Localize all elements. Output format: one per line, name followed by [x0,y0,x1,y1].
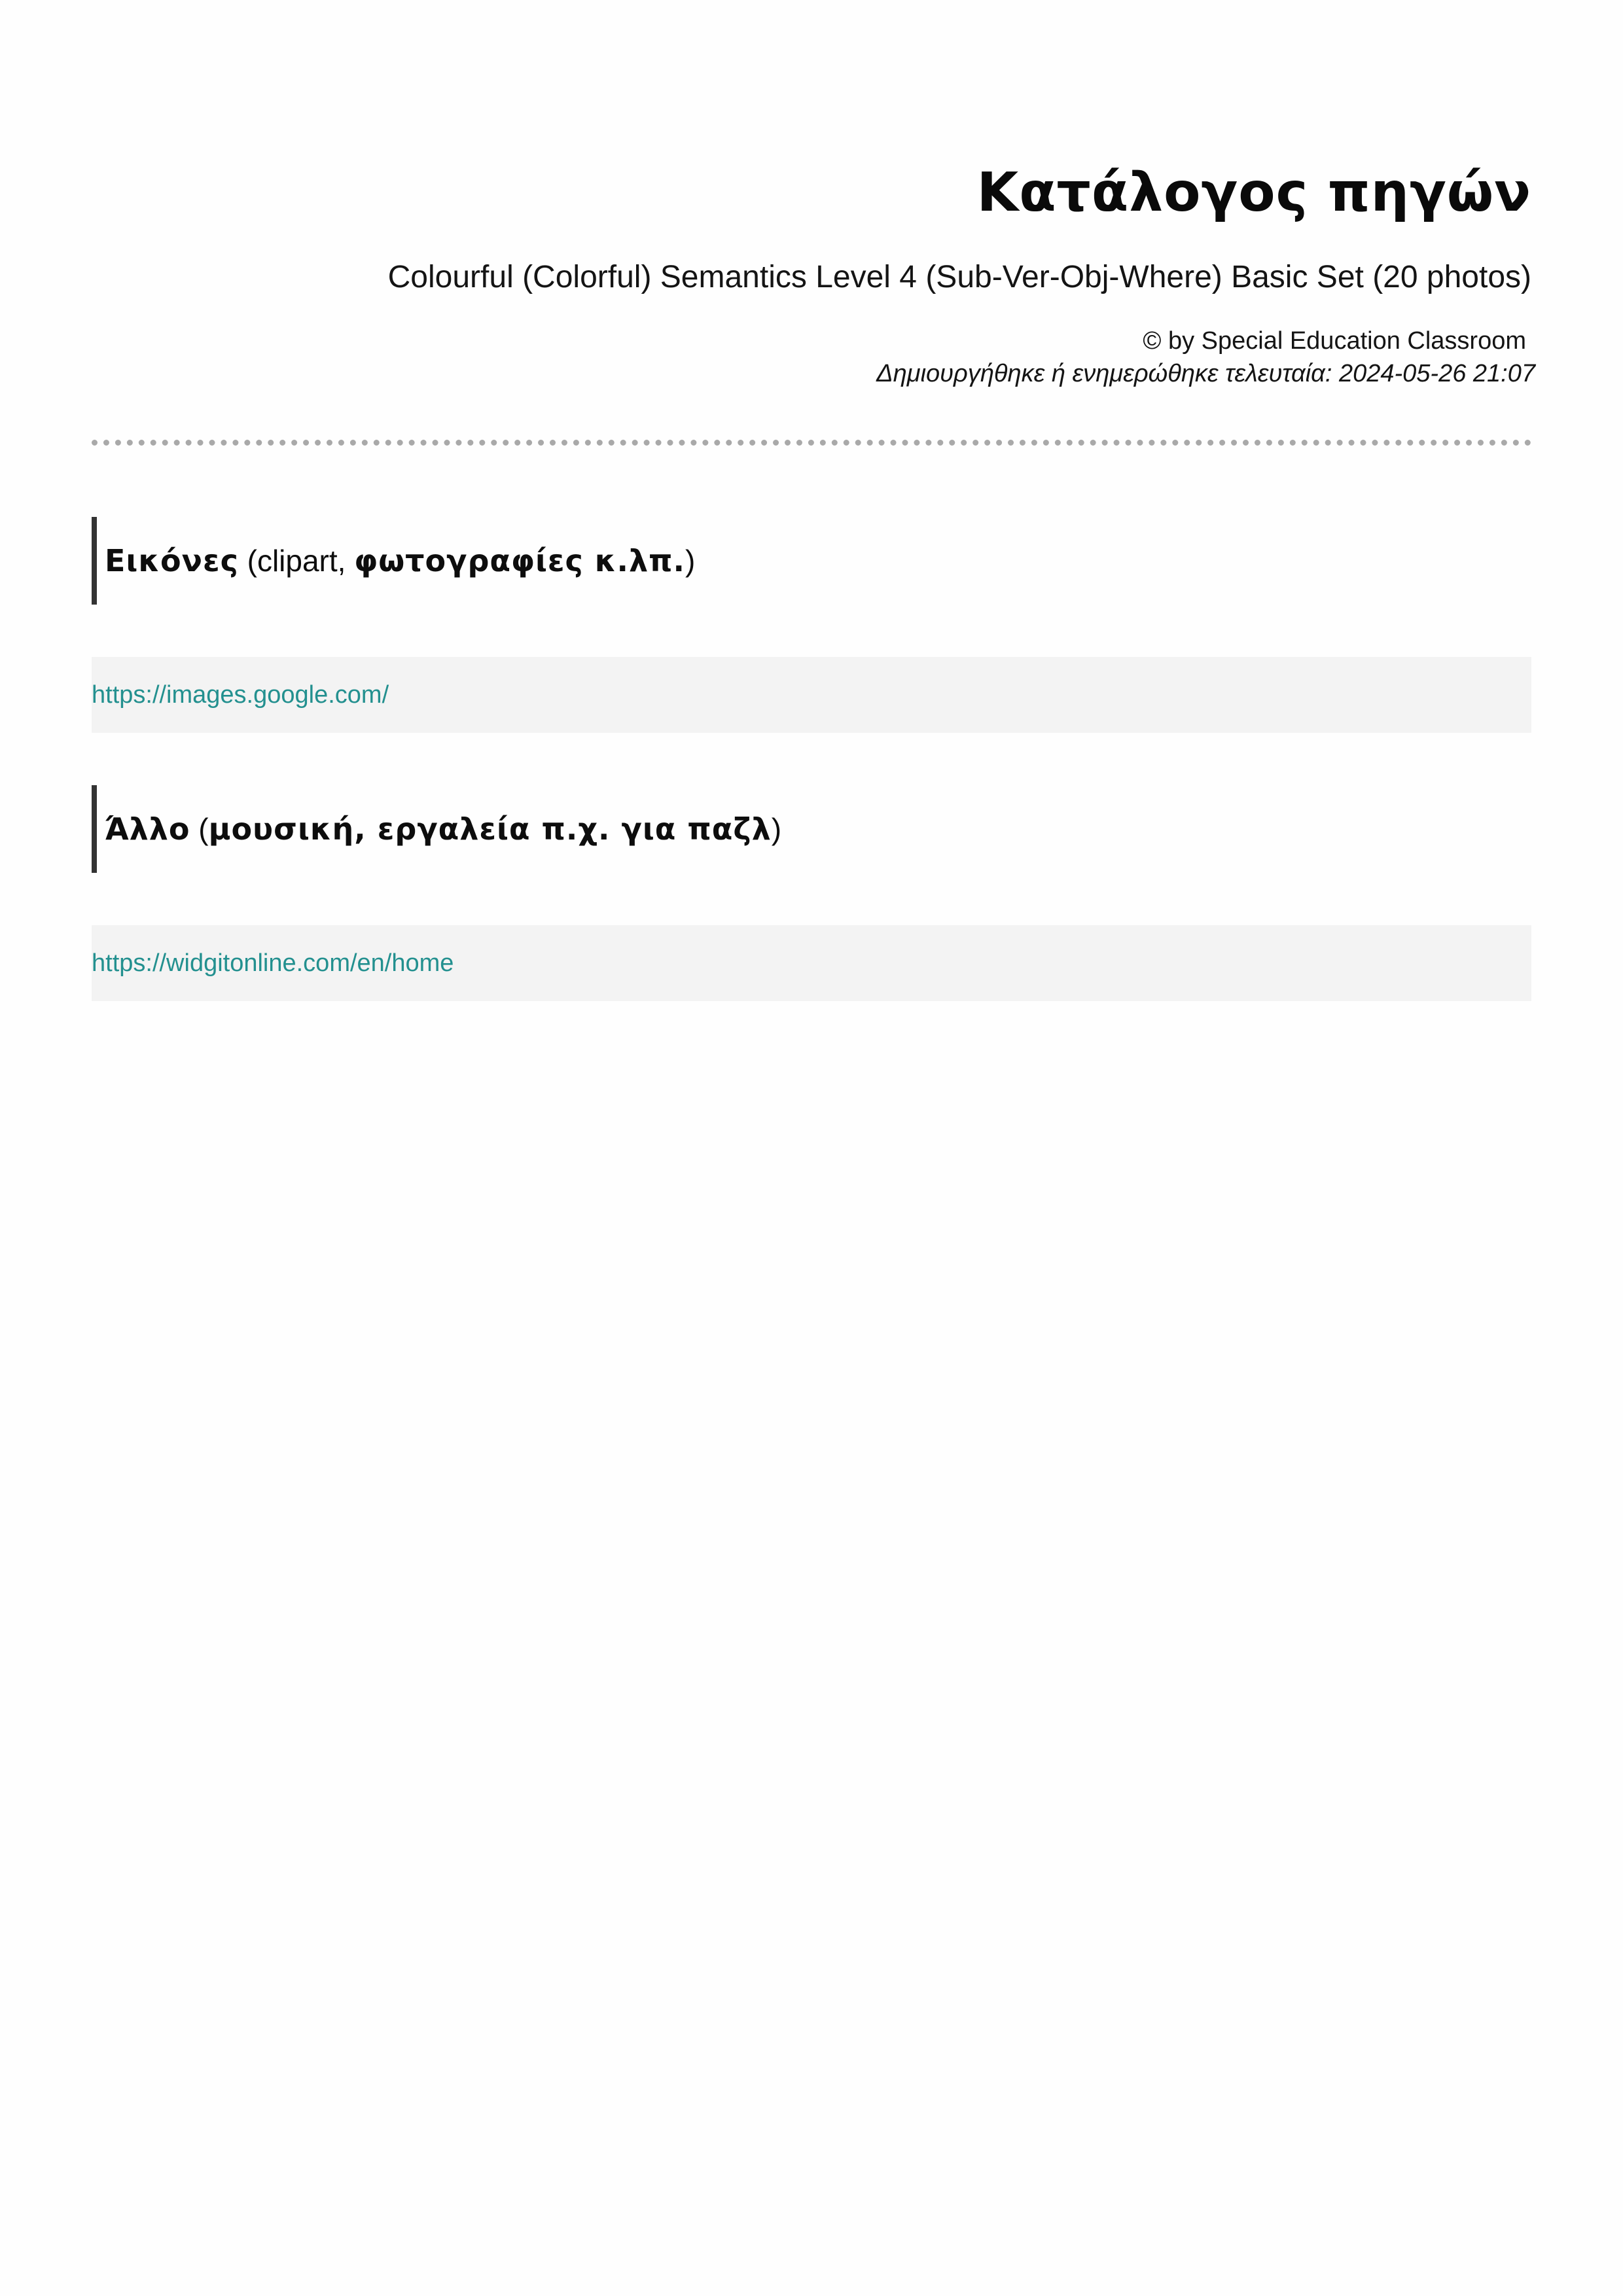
page-subtitle: Colourful (Colorful) Semantics Level 4 (Sub-Ver-Obj-Where) Basic Set (20 photos) [387,260,1531,294]
section-heading-part: Άλλο [105,811,190,847]
document-header [92,157,1535,390]
section-heading-text [105,541,695,580]
section-heading-part: φωτογραφίες κ.λπ. [354,543,685,578]
section-heading-part: ) [771,812,782,846]
link-box-images [92,657,1531,733]
section-heading-other [92,785,1531,873]
section-heading-part: μουσική, εργαλεία π.χ. για παζλ [208,811,772,847]
document-page [92,0,1535,2296]
section-heading-part: Εικόνες [105,543,239,578]
section-heading-part: ( [190,812,209,846]
section-heading-part: ) [685,544,696,578]
section-heading-text [105,809,781,849]
page-title: Κατάλογος πηγών [976,162,1531,224]
section-heading-images [92,517,1531,605]
source-link-other[interactable]: https://widgitonline.com/en/home [92,949,454,977]
header-divider [92,440,1531,446]
copyright-line: © by Special Education Classroom [1143,327,1526,355]
section-heading-part: (clipart, [238,544,355,578]
source-link-images[interactable]: https://images.google.com/ [92,681,389,709]
link-box-other [92,925,1531,1001]
last-updated-line: Δημιουργήθηκε ή ενημερώθηκε τελευταία: 2024-05-26 21:07 [876,360,1535,387]
